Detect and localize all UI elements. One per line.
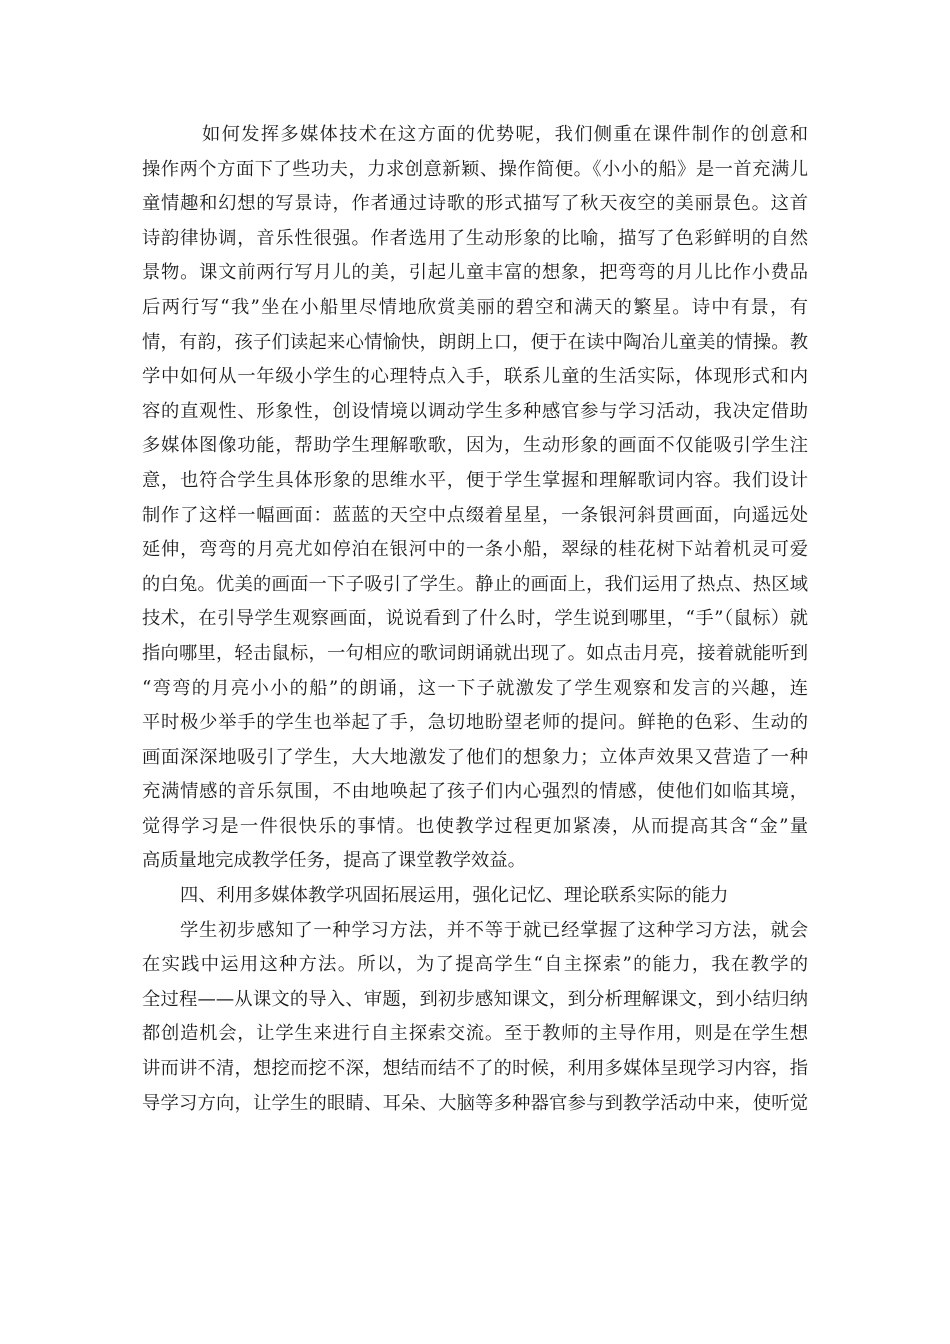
text-line: 讲而讲不清，想挖而挖不深，想结而结不了的时候，利用多媒体呈现学习内容，指: [142, 1058, 808, 1080]
body-text: [142, 118, 808, 1121]
text-line: 制作了这样一幅画面：蓝蓝的天空中点缀着星星，一条银河斜贯画面，向遥远处: [142, 504, 808, 526]
text-line: 容的直观性、形象性，创设情境以调动学生多种感官参与学习活动，我决定借助: [142, 400, 808, 422]
text-line: 指向哪里，轻击鼠标，一句相应的歌词朗诵就出现了。如点击月亮，接着就能听到: [142, 642, 808, 664]
text-line: 情，有韵，孩子们读起来心情愉快，朗朗上口，便于在读中陶冶儿童美的情操。教: [142, 331, 808, 353]
text-line: 充满情感的音乐氛围，不由地唤起了孩子们内心强烈的情感，使他们如临其境，: [142, 781, 808, 803]
text-line: 技术，在引导学生观察画面，说说看到了什么时，学生说到哪里，“手”（鼠标）就: [142, 608, 808, 630]
text-line: 意，也符合学生具体形象的思维水平，便于学生掌握和理解歌词内容。我们设计: [142, 469, 808, 491]
text-line: 童情趣和幻想的写景诗，作者通过诗歌的形式描写了秋天夜空的美丽景色。这首: [142, 193, 808, 215]
text-line: 导学习方向，让学生的眼睛、耳朵、大脑等多种器官参与到教学活动中来，使听觉: [142, 1092, 808, 1114]
text-line: 在实践中运用这种方法。所以，为了提高学生“自主探索”的能力，我在教学的: [142, 954, 808, 976]
text-line: 学中如何从一年级小学生的心理特点入手，联系儿童的生活实际，体现形式和内: [142, 366, 808, 388]
text-line: 如何发挥多媒体技术在这方面的优势呢，我们侧重在课件制作的创意和: [202, 124, 808, 145]
text-line: 多媒体图像功能，帮助学生理解歌歌，因为，生动形象的画面不仅能吸引学生注: [142, 435, 808, 457]
text-line: 四、利用多媒体教学巩固拓展运用，强化记忆、理论联系实际的能力: [180, 885, 729, 907]
text-line: 后两行写“我”坐在小船里尽情地欣赏美丽的碧空和满天的繁星。诗中有景，有: [142, 296, 808, 318]
text-line: 学生初步感知了一种学习方法，并不等于就已经掌握了这种学习方法，就会: [180, 919, 808, 941]
text-line: 平时极少举手的学生也举起了手，急切地盼望老师的提问。鲜艳的色彩、生动的: [142, 712, 808, 734]
text-line: 觉得学习是一件很快乐的事情。也使教学过程更加紧凑，从而提高其含“金”量: [142, 815, 808, 837]
text-line: “弯弯的月亮小小的船”的朗诵，这一下子就激发了学生观察和发言的兴趣，连: [142, 677, 808, 699]
text-line: 画面深深地吸引了学生，大大地激发了他们的想象力；立体声效果又营造了一种: [142, 746, 808, 768]
text-line: 操作两个方面下了些功夫，力求创意新颖、操作简便。《小小的船》是一首充满儿: [142, 158, 808, 180]
text-line: 诗韵律协调，音乐性很强。作者选用了生动形象的比喻，描写了色彩鲜明的自然: [142, 227, 808, 249]
text-line: 景物。课文前两行写月儿的美，引起儿童丰富的想象，把弯弯的月儿比作小费品: [142, 262, 808, 284]
text-line: 全过程——从课文的导入、审题，到初步感知课文，到分析理解课文，到小结归纳: [142, 988, 808, 1010]
text-line: 高质量地完成教学任务，提高了课堂教学效益。: [142, 850, 526, 872]
text-line: 延伸，弯弯的月亮尤如停泊在银河中的一条小船，翠绿的桂花树下站着机灵可爱: [142, 539, 808, 561]
text-line: 都创造机会，让学生来进行自主探索交流。至于教师的主导作用，则是在学生想: [142, 1023, 808, 1045]
text-line: 的白兔。优美的画面一下子吸引了学生。静止的画面上，我们运用了热点、热区域: [142, 573, 808, 595]
